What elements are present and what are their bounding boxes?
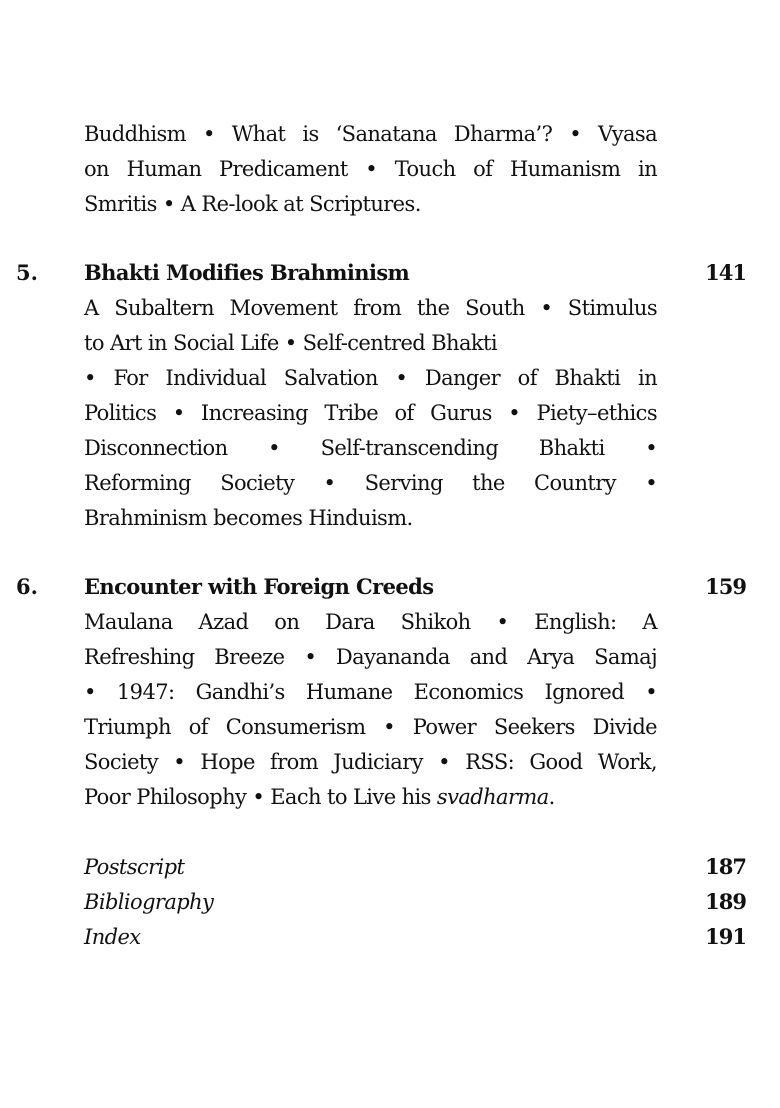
back-matter-title: Bibliography [84, 890, 214, 914]
chapter-page-number: 159 [705, 574, 746, 599]
toc-subtopic-line: Smritis • A Re-look at Scriptures. [84, 192, 421, 216]
toc-subtopic-line [84, 783, 657, 811]
line-text: Poor Philosophy • Each to Live his [84, 785, 437, 809]
line-end: . [548, 785, 555, 809]
toc-subtopic-line: Society • Hope from Judiciary • RSS: Good Work, [84, 750, 657, 774]
back-matter-title: Postscript [84, 855, 185, 879]
back-matter-page: 187 [705, 854, 746, 879]
chapter-number: 5. [16, 260, 38, 285]
back-matter-title: Index [84, 925, 141, 949]
chapter-title: Bhakti Modifies Brahminism [84, 260, 410, 285]
toc-subtopic-line: Disconnection • Self-transcending Bhakti • [84, 436, 657, 460]
back-matter-page: 189 [705, 889, 746, 914]
toc-subtopic-line: Triumph of Consumerism • Power Seekers Divide [84, 715, 657, 739]
italic-term: svadharma [436, 785, 549, 809]
toc-subtopic-line: • For Individual Salvation • Danger of Bhakti in [84, 366, 657, 390]
back-matter-page: 191 [705, 924, 746, 949]
toc-subtopic-line: • 1947: Gandhi’s Humane Economics Ignored • [84, 680, 657, 704]
toc-subtopic-line: to Art in Social Life • Self-centred Bhakti [84, 331, 497, 355]
toc-subtopic-line: Maulana Azad on Dara Shikoh • English: A [84, 610, 657, 634]
toc-subtopic-line: Politics • Increasing Tribe of Gurus • Piety–ethics [84, 401, 657, 425]
chapter-page-number: 141 [705, 260, 746, 285]
toc-subtopic-line: A Subaltern Movement from the South • Stimulus [84, 296, 657, 320]
toc-subtopic-line: Buddhism • What is ‘Sanatana Dharma’? • Vyasa [84, 122, 657, 146]
chapter-title: Encounter with Foreign Creeds [84, 574, 434, 599]
toc-subtopic-line: Refreshing Breeze • Dayananda and Arya Samaj [84, 645, 657, 669]
toc-subtopic-line: Reforming Society • Serving the Country • [84, 471, 657, 495]
chapter-number: 6. [16, 574, 38, 599]
toc-subtopic-line: on Human Predicament • Touch of Humanism in [84, 157, 657, 181]
toc-subtopic-line: Brahminism becomes Hinduism. [84, 506, 413, 530]
